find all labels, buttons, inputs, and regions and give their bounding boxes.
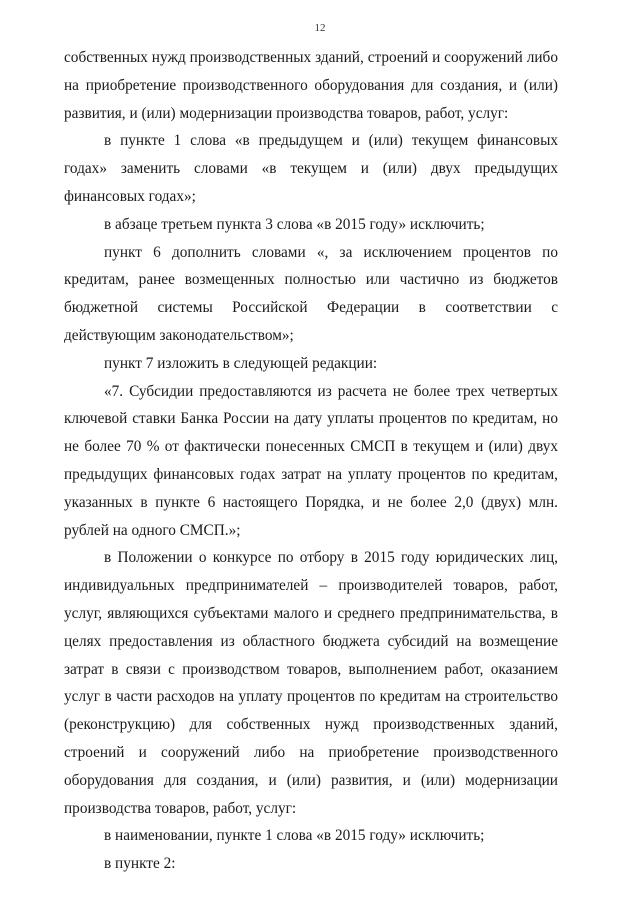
page-number: 12	[314, 22, 326, 34]
paragraph: в абзаце третьем пункта 3 слова «в 2015 году» исключить;	[104, 215, 485, 233]
paragraph: в пункте 1 слова «в предыдущем и (или) текущем финансовых годах» заменить словами «в текущем и (или) двух предыдущих финансовых годах»;	[64, 132, 558, 205]
paragraph: в пункте 2:	[104, 855, 176, 873]
paragraph: пункт 6 дополнить словами «, за исключением процентов по кредитам, ранее возмещенных полностью или частично из бюджетов бюджетной системы Российской Федерации в соответствии с действующим законодательством»;	[64, 243, 558, 344]
paragraph: пункт 7 изложить в следующей редакции:	[104, 354, 378, 372]
paragraph: собственных нужд производственных зданий, строений и сооружений либо на приобретение производственного оборудования для создания, и (или) развития, и (или) модернизации производства товаров, работ, услуг:	[64, 49, 558, 122]
paragraph: в наименовании, пункте 1 слова «в 2015 году» исключить;	[104, 827, 485, 845]
paragraph: в Положении о конкурсе по отбору в 2015 году юридических лиц, индивидуальных предпринимателей – производителей товаров, работ, услуг, являющихся субъектами малого и среднего предпринимательства, в целях предоставления из областного бюджета субсидий на возмещение затрат в связи с производством товаров, выполнением работ, оказанием услуг в части расходов на уплату процентов по кредитам на строительство (реконструкцию) для собственных нужд производственных зданий, строений и сооружений либо на приобретение производственного оборудования для создания, и (или) развития, и (или) модернизации производства товаров, работ, услуг:	[64, 549, 558, 817]
paragraph: «7. Субсидии предоставляются из расчета не более трех четвертых ключевой ставки Банка России на дату уплаты процентов по кредитам, но не более 70 % от фактически понесенных СМСП в текущем и (или) двух предыдущих финансовых годах затрат на уплату процентов по кредитам, указанных в пункте 6 настоящего Порядка, и не более 2,0 (двух) млн. рублей на одного СМСП.»;	[64, 382, 558, 539]
document-body	[64, 44, 558, 878]
